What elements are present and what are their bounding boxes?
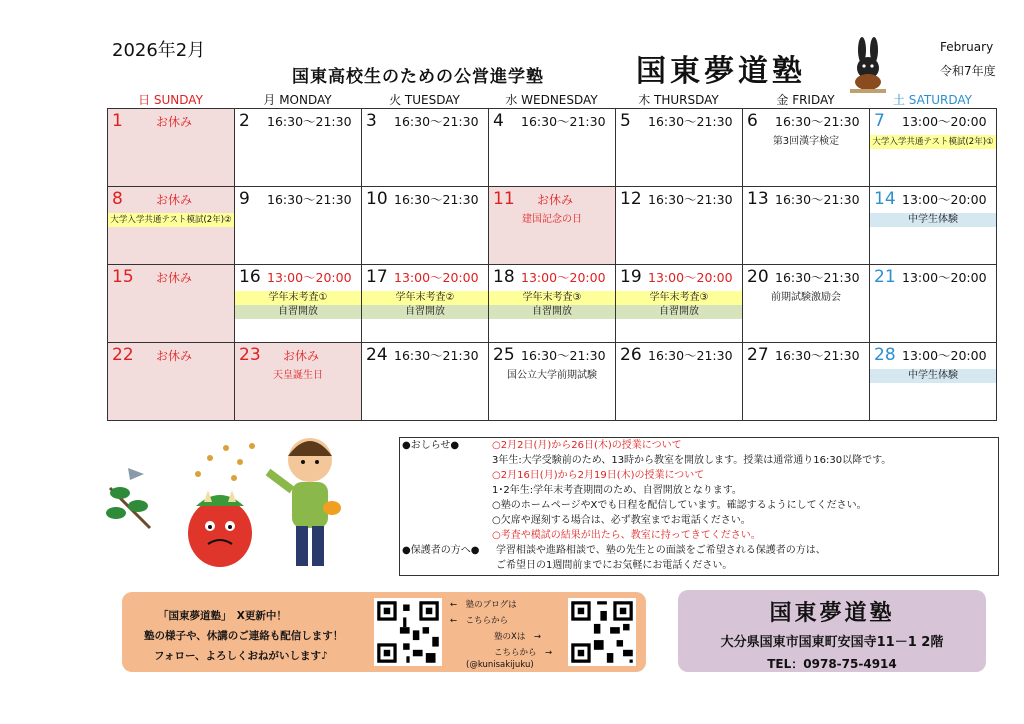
day-cell	[870, 265, 997, 343]
open-hours: 16:30～21:30	[775, 348, 860, 363]
day-cell	[616, 109, 743, 187]
blog-label: ← こちらから	[450, 616, 509, 626]
day-cell	[489, 343, 616, 421]
day-cell	[616, 343, 743, 421]
x-promo-box	[122, 592, 646, 672]
month-english: February	[940, 40, 994, 54]
day-number: 15	[112, 267, 134, 287]
event-label: 中学生体験	[870, 369, 996, 383]
open-hours: 16:30～21:30	[267, 192, 352, 207]
event-label: 天皇誕生日	[273, 370, 323, 381]
open-hours: 13:00～20:00	[902, 270, 987, 285]
day-number: 2	[239, 111, 250, 131]
event-label: 学年末考査①	[235, 291, 361, 305]
open-hours: 16:30～21:30	[648, 348, 733, 363]
day-cell	[108, 343, 235, 421]
day-number: 9	[239, 189, 250, 209]
event-label: 自習開放	[362, 305, 488, 319]
event-label: 第3回漢字検定	[772, 136, 840, 147]
event-label: 自習開放	[235, 305, 361, 319]
day-cell	[489, 265, 616, 343]
day-number: 3	[366, 111, 377, 131]
event-label: 国公立大学前期試験	[507, 370, 597, 381]
open-hours: 13:00～20:00	[902, 348, 987, 363]
open-hours: 16:30～21:30	[648, 114, 733, 129]
day-number: 14	[874, 189, 896, 209]
school-name: 国東夢道塾	[769, 600, 895, 626]
day-number: 11	[493, 189, 515, 209]
day-number: 10	[366, 189, 388, 209]
open-hours: 13:00～20:00	[902, 114, 987, 129]
promo-line: 塾の様子や、休講のご連絡も配信します！	[144, 630, 344, 642]
weekday-wednesday: 水 WEDNESDAY	[505, 93, 598, 107]
weekday-monday: 月 MONDAY	[263, 93, 332, 107]
event-label: 学年末考査③	[616, 291, 742, 305]
promo-line: フォロー、よろしくおねがいします♪	[154, 650, 328, 662]
notice-line: ○考査や模試の結果が出たら、教室に持ってきてください。	[492, 530, 761, 541]
day-cell	[362, 265, 489, 343]
event-label: 学年末考査②	[362, 291, 488, 305]
notice-label: ●おしらせ●	[402, 440, 460, 451]
day-cell	[616, 265, 743, 343]
event-label: 大学入学共通テスト模試(2年)②	[108, 213, 234, 227]
x-label: 塾のXは →	[494, 632, 541, 642]
day-cell	[616, 187, 743, 265]
open-hours: 16:30～21:30	[521, 348, 606, 363]
setsubun-illustration-icon	[100, 428, 380, 578]
weekday-thursday: 木 THURSDAY	[638, 93, 719, 107]
x-handle: (@kunisakijuku)	[466, 660, 534, 670]
contact-box	[678, 590, 986, 672]
day-cell	[489, 187, 616, 265]
day-cell	[870, 187, 997, 265]
address: 大分県国東市国東町安国寺11－1 2階	[720, 635, 944, 650]
phone-number[interactable]: TEL：0978-75-4914	[767, 657, 897, 671]
notice-line: ○2月2日(月)から26日(木)の授業について	[492, 440, 682, 451]
calendar-grid	[107, 108, 997, 421]
day-number: 20	[747, 267, 769, 287]
day-number: 25	[493, 345, 515, 365]
weekday-saturday: 土 SATURDAY	[892, 93, 973, 107]
day-number: 21	[874, 267, 896, 287]
event-label: 自習開放	[616, 305, 742, 319]
open-hours: 13:00～20:00	[648, 270, 733, 285]
rabbit-mascot-icon	[846, 36, 890, 94]
event-label: 中学生体験	[870, 213, 996, 227]
day-number: 24	[366, 345, 388, 365]
open-hours: 16:30～21:30	[775, 192, 860, 207]
day-number: 4	[493, 111, 504, 131]
day-number: 23	[239, 345, 261, 365]
notice-line: 1･2年生:学年末考査期間のため、自習開放となります。	[492, 485, 742, 496]
day-cell	[235, 187, 362, 265]
day-cell	[489, 109, 616, 187]
day-number: 28	[874, 345, 896, 365]
day-number: 13	[747, 189, 769, 209]
blog-qr-code[interactable]	[374, 598, 442, 666]
parents-line: 学習相談や進路相談で、塾の先生との面談をご希望される保護者の方は、	[496, 545, 826, 556]
open-hours: 13:00～20:00	[394, 270, 479, 285]
day-number: 26	[620, 345, 642, 365]
event-label: 前期試験激励会	[771, 292, 841, 303]
weekday-sunday: 日 SUNDAY	[138, 93, 203, 107]
year-month: 2026年2月	[112, 40, 206, 61]
closed-label: お休み	[156, 115, 193, 129]
open-hours: 16:30～21:30	[521, 114, 606, 129]
weekday-tuesday: 火 TUESDAY	[389, 93, 460, 107]
day-cell	[743, 265, 870, 343]
closed-label: お休み	[283, 349, 320, 363]
brand-title: 国東夢道塾	[636, 54, 806, 89]
open-hours: 16:30～21:30	[394, 348, 479, 363]
day-cell	[362, 187, 489, 265]
day-cell	[743, 187, 870, 265]
notice-line: ○欠席や遅刻する場合は、必ず教室までお電話ください。	[492, 515, 751, 526]
parents-label: ●保護者の方へ●	[402, 545, 480, 556]
open-hours: 16:30～21:30	[394, 192, 479, 207]
open-hours: 13:00～20:00	[521, 270, 606, 285]
day-number: 12	[620, 189, 642, 209]
day-number: 16	[239, 267, 261, 287]
day-cell	[235, 265, 362, 343]
day-number: 1	[112, 111, 123, 131]
day-cell	[235, 343, 362, 421]
qr-code-icon	[374, 598, 442, 666]
closed-label: お休み	[156, 349, 193, 363]
notice-line: ○2月16日(月)から2月19日(木)の授業について	[492, 470, 705, 481]
day-cell	[235, 109, 362, 187]
event-label: 自習開放	[489, 305, 615, 319]
day-number: 18	[493, 267, 515, 287]
day-cell	[108, 187, 235, 265]
event-label: 大学入学共通テスト模試(2年)①	[870, 135, 996, 149]
weekday-header	[107, 92, 997, 108]
calendar	[107, 92, 997, 421]
event-label: 学年末考査③	[489, 291, 615, 305]
day-cell	[108, 109, 235, 187]
day-number: 8	[112, 189, 123, 209]
open-hours: 16:30～21:30	[394, 114, 479, 129]
notice-box	[399, 437, 999, 576]
day-number: 27	[747, 345, 769, 365]
day-number: 6	[747, 111, 758, 131]
closed-label: お休み	[156, 271, 193, 285]
day-number: 22	[112, 345, 134, 365]
open-hours: 16:30～21:30	[648, 192, 733, 207]
open-hours: 13:00～20:00	[267, 270, 352, 285]
promo-line: 「国東夢道塾」 X更新中！	[158, 610, 287, 622]
day-cell	[870, 343, 997, 421]
day-cell	[743, 343, 870, 421]
qr-code-icon	[568, 598, 636, 666]
closed-label: お休み	[537, 193, 574, 207]
day-number: 19	[620, 267, 642, 287]
blog-label: ← 塾のブログは	[450, 600, 517, 610]
open-hours: 16:30～21:30	[775, 270, 860, 285]
weekday-friday: 金 FRIDAY	[776, 93, 835, 107]
x-qr-code[interactable]	[568, 598, 636, 666]
day-number: 17	[366, 267, 388, 287]
closed-label: お休み	[156, 193, 193, 207]
tagline: 国東高校生のための公営進学塾	[292, 67, 544, 87]
era-year: 令和7年度	[940, 64, 996, 78]
day-number: 7	[874, 111, 885, 131]
open-hours: 16:30～21:30	[775, 114, 860, 129]
notice-line: 3年生:大学受験前のため、13時から教室を開放します。授業は通常通り16:30以降です。	[492, 455, 892, 466]
x-label: こちらから →	[494, 648, 553, 658]
parents-line: ご希望日の1週間前までにお気軽にお電話ください。	[496, 560, 733, 571]
event-label: 建国記念の日	[522, 214, 582, 225]
notice-line: ○塾のホームページやXでも日程を配信しています。確認するようにしてください。	[492, 500, 867, 511]
open-hours: 13:00～20:00	[902, 192, 987, 207]
day-cell	[743, 109, 870, 187]
day-cell	[362, 343, 489, 421]
day-cell	[362, 109, 489, 187]
day-cell	[870, 109, 997, 187]
day-cell	[108, 265, 235, 343]
day-number: 5	[620, 111, 631, 131]
open-hours: 16:30～21:30	[267, 114, 352, 129]
